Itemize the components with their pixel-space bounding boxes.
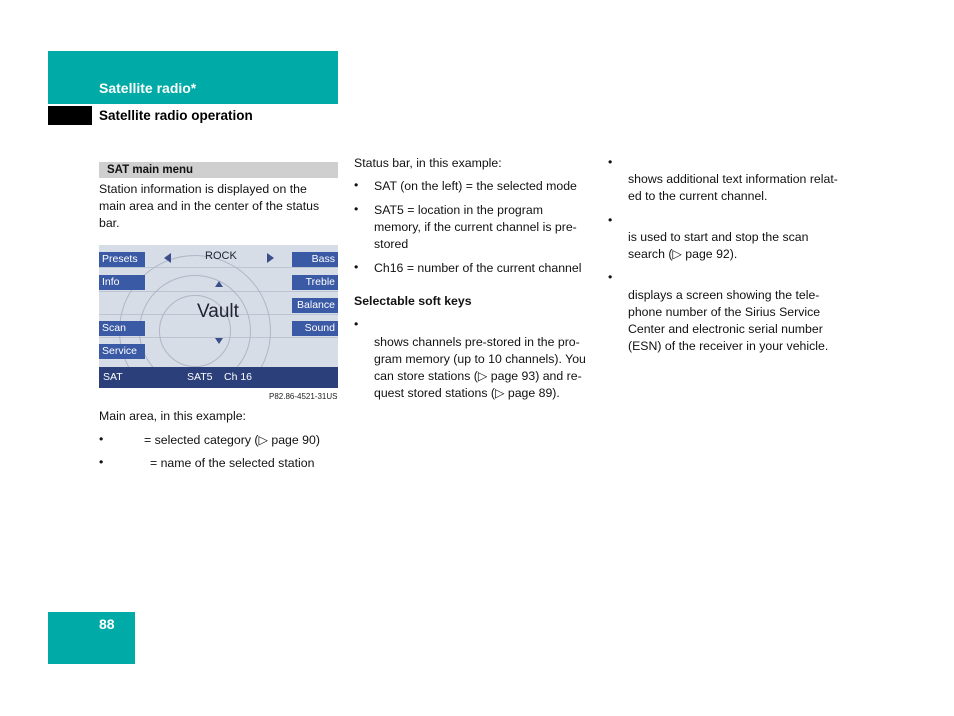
desc-line: is used to start and stop the scan xyxy=(628,230,809,244)
info-description xyxy=(628,171,838,205)
service-description xyxy=(628,287,828,355)
desc-line: gram memory (up to 10 channels). You xyxy=(374,352,586,366)
status-preset: SAT5 xyxy=(187,371,213,383)
status-bar-label: Status bar, in this example: xyxy=(354,156,502,170)
status-channel: Ch 16 xyxy=(224,371,253,383)
softkey-service: Service xyxy=(99,344,145,359)
bullet-dot: • xyxy=(608,155,613,169)
softkey-info: Info xyxy=(99,275,145,290)
desc-line: quest stored stations (▷ page 89). xyxy=(374,386,560,400)
scan-description xyxy=(628,229,808,263)
subsection-title: SAT main menu xyxy=(107,164,194,176)
desc-line: ed to the current channel. xyxy=(628,189,768,203)
desc-line: Center and electronic serial number xyxy=(628,322,823,336)
softkey-bass: Bass xyxy=(292,252,338,267)
bullet-dot: • xyxy=(354,202,359,216)
arrow-right-icon xyxy=(267,253,274,263)
arrow-down-icon xyxy=(215,338,223,344)
bullet-dot: • xyxy=(354,178,359,192)
header-band xyxy=(48,51,338,104)
desc-line: shows channels pre-stored in the pro- xyxy=(374,335,580,349)
intro-text xyxy=(99,181,319,232)
status-bullet-mode xyxy=(374,178,577,195)
intro-line: bar. xyxy=(99,216,120,230)
status-bullet-channel xyxy=(374,260,581,277)
intro-line: main area and in the center of the status xyxy=(99,199,320,213)
status-mode: SAT xyxy=(103,371,123,383)
desc-line: shows additional text information relat- xyxy=(628,172,838,186)
sat-screen-figure xyxy=(99,245,338,388)
status-bullet-preset xyxy=(374,202,577,253)
screen-status-bar xyxy=(99,367,338,388)
figure-caption: P82.86-4521-31US xyxy=(269,392,338,401)
softkey-scan: Scan xyxy=(99,321,145,336)
intro-line: Station information is displayed on the xyxy=(99,182,307,196)
section-title: Satellite radio operation xyxy=(99,108,253,123)
bullet-dot: • xyxy=(99,455,104,469)
page-number: 88 xyxy=(99,616,115,632)
softkey-treble: Treble xyxy=(292,275,338,290)
softkey-balance: Balance xyxy=(292,298,338,313)
desc-line: can store stations (▷ page 93) and re- xyxy=(374,369,582,383)
bullet-dot: • xyxy=(99,432,104,446)
desc-line: displays a screen showing the tele- xyxy=(628,288,820,302)
main-area-label: Main area, in this example: xyxy=(99,409,246,423)
screen-category: ROCK xyxy=(205,250,237,262)
presets-description xyxy=(374,334,586,402)
bullet-station: = name of the selected station xyxy=(150,456,315,470)
bullet-dot: • xyxy=(354,317,359,331)
softkey-sound: Sound xyxy=(292,321,338,336)
softkey-presets: Presets xyxy=(99,252,145,267)
status-bullet-line: SAT5 = location in the program xyxy=(374,203,543,217)
bullet-dot: • xyxy=(354,260,359,274)
status-bullet-line: memory, if the current channel is pre- xyxy=(374,220,577,234)
arrow-up-icon xyxy=(215,281,223,287)
header-marker xyxy=(48,106,92,125)
chapter-title: Satellite radio* xyxy=(99,80,197,96)
soft-keys-heading: Selectable soft keys xyxy=(354,294,472,308)
desc-line: phone number of the Sirius Service xyxy=(628,305,821,319)
bullet-dot: • xyxy=(608,213,613,227)
page-number-box xyxy=(48,612,135,664)
bullet-category: = selected category (▷ page 90) xyxy=(144,433,320,447)
desc-line: (ESN) of the receiver in your vehicle. xyxy=(628,339,829,353)
arrow-left-icon xyxy=(164,253,171,263)
desc-line: search (▷ page 92). xyxy=(628,247,738,261)
status-bullet-line: stored xyxy=(374,237,409,251)
status-bullet-line: Ch16 = number of the current channel xyxy=(374,261,582,275)
bullet-dot: • xyxy=(608,270,613,284)
screen-station: Vault xyxy=(197,301,239,322)
status-bullet-line: SAT (on the left) = the selected mode xyxy=(374,179,577,193)
subsection-bar xyxy=(99,162,338,178)
